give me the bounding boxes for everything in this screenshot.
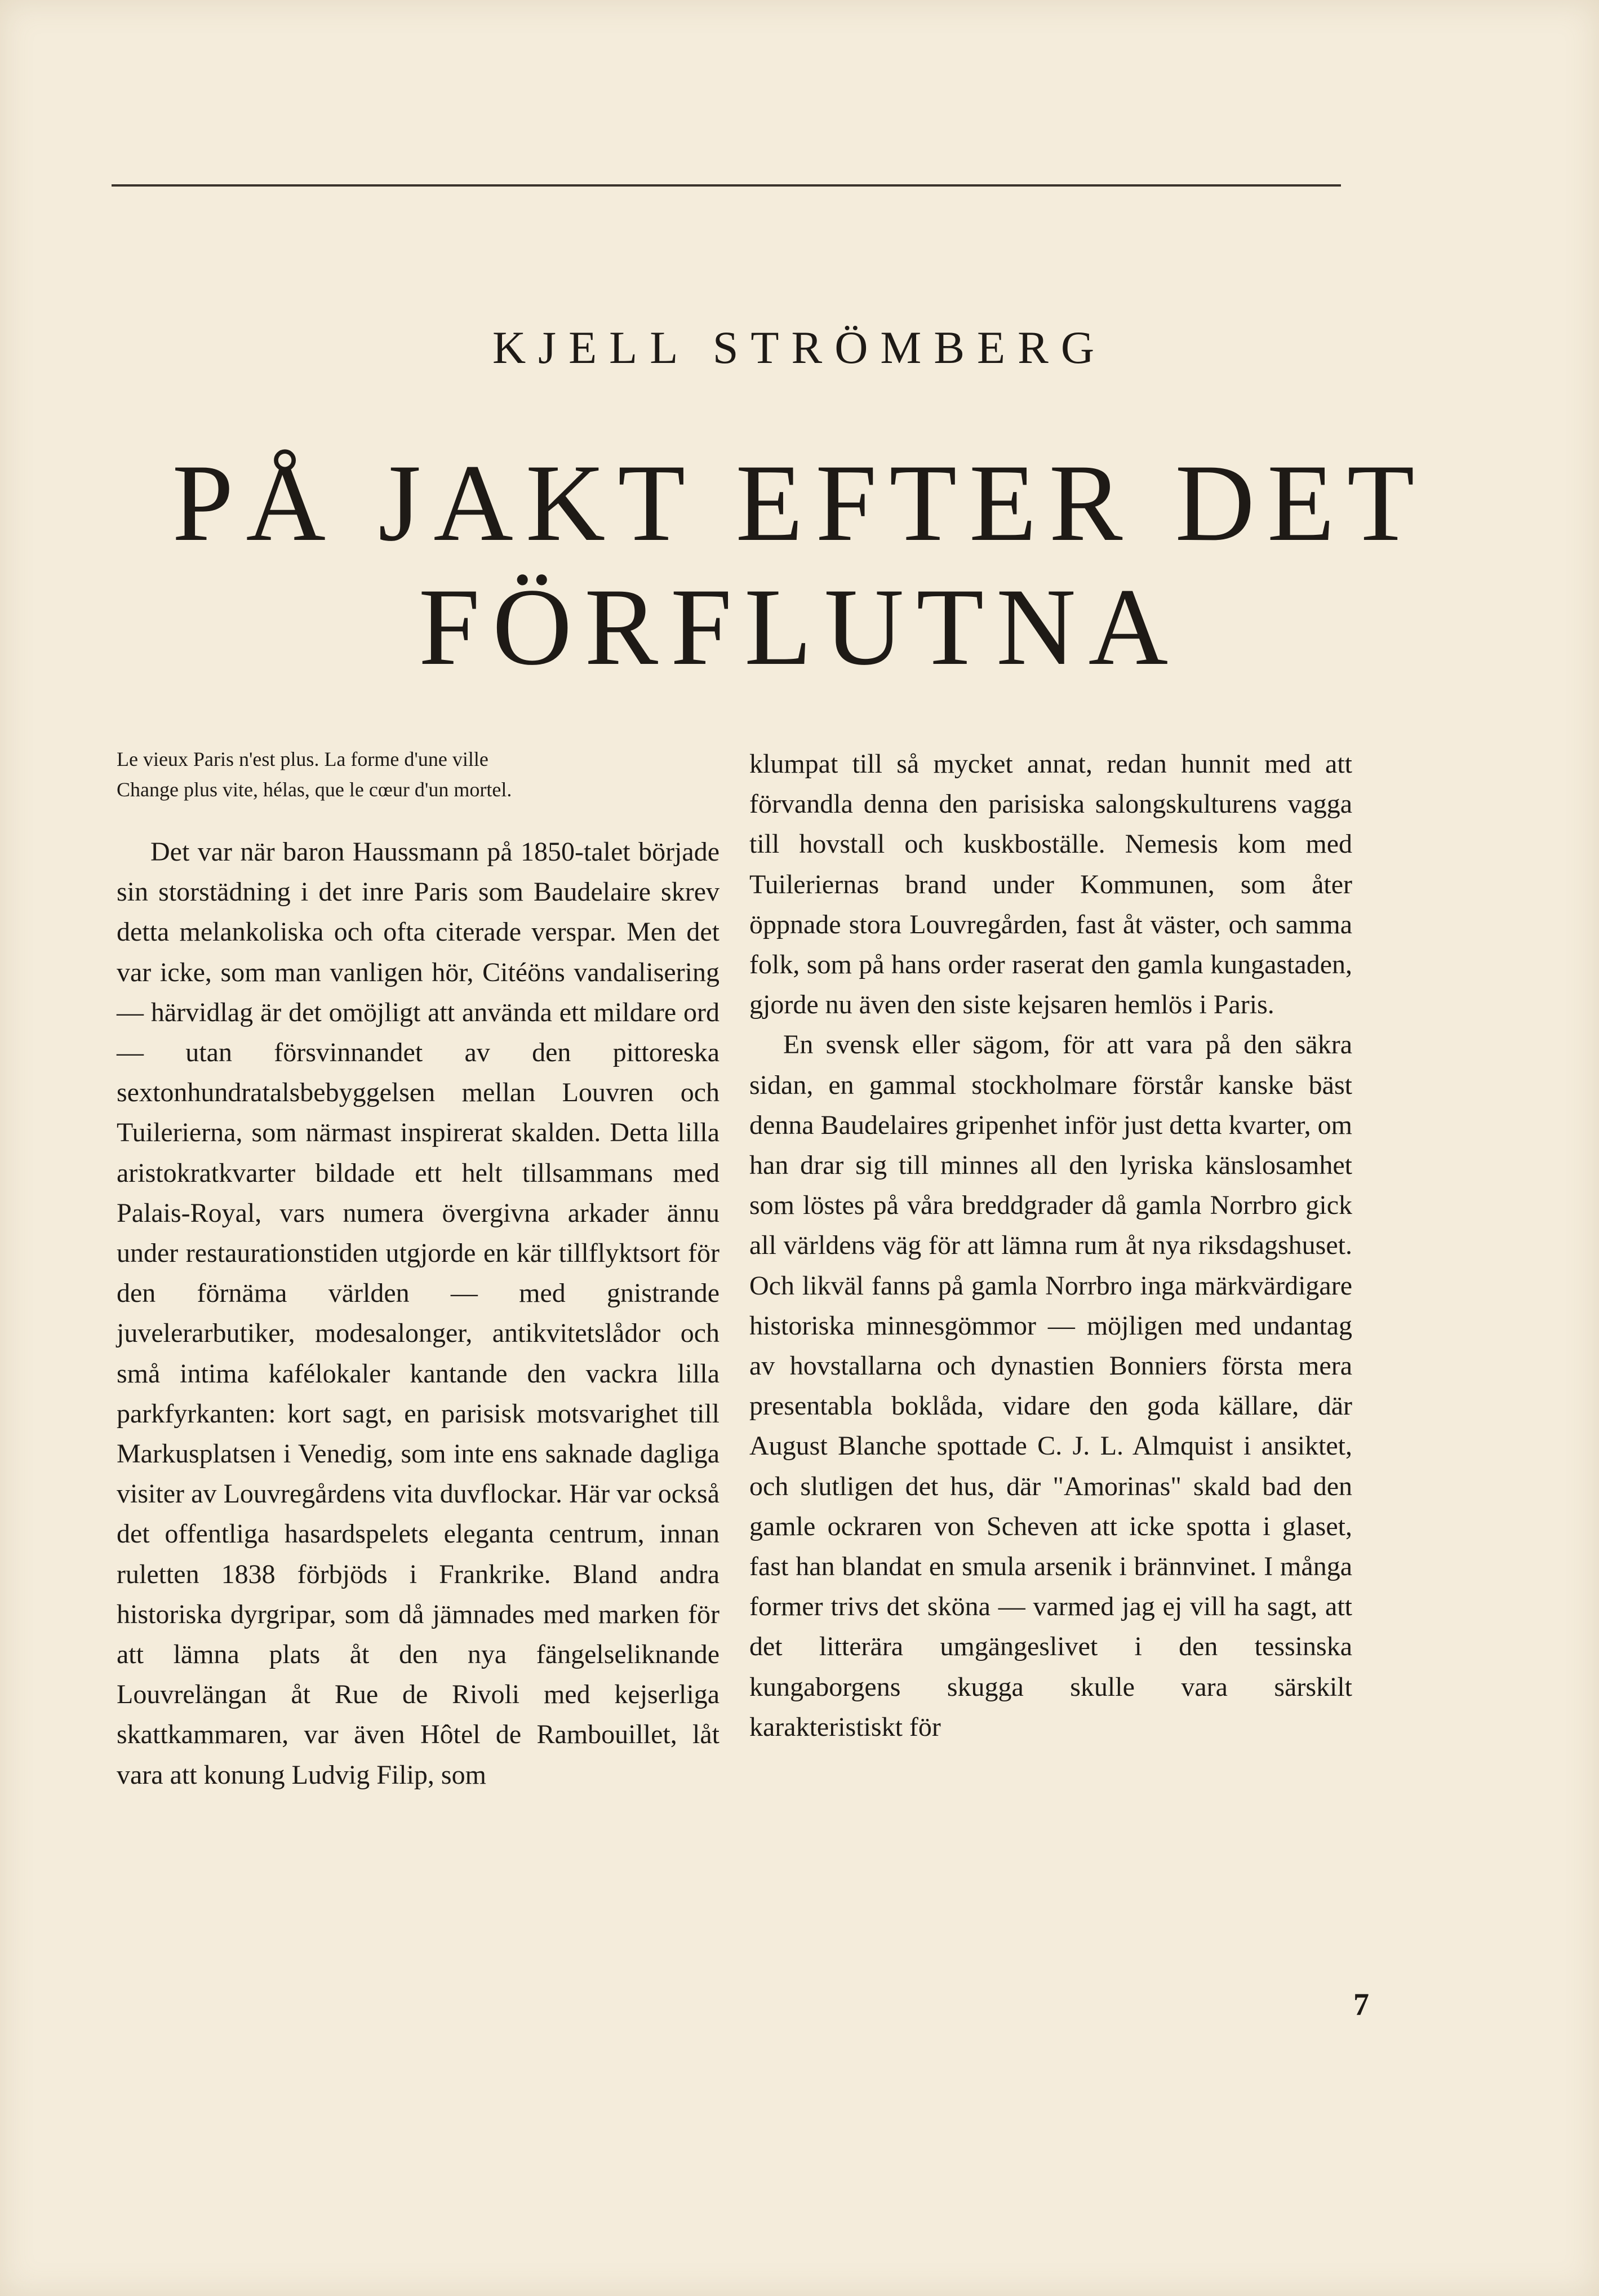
body-paragraph-2: klumpat till så mycket annat, redan hunnit med att förvandla denna den parisiska salongskulturens vagga till hovstall och kuskboställe. Nemesis kom med Tuileriernas brand under Kommunen, som åter öppnade stora Louvregården, fast åt väster, och samma folk, som på hans order raserat den gamla kungastaden, gjorde nu även den siste kejsaren hemlös i Paris.: [749, 749, 1352, 1020]
left-column: [117, 744, 719, 1795]
article-title-line-2: FÖRFLUTNA: [418, 566, 1181, 688]
epigraph-line-1: Le vieux Paris n'est plus. La forme d'une ville: [117, 748, 488, 770]
author-name: KJELL STRÖMBERG: [492, 322, 1107, 373]
epigraph: [117, 744, 719, 805]
article-title-line-1: PÅ JAKT EFTER DET: [172, 442, 1427, 564]
body-paragraph-3: En svensk eller sägom, för att vara på den säkra sidan, en gammal stockholmare förstår kanske bäst denna Baudelaires gripenhet inför just detta kvarter, om han drar sig till minnes all den lyriska känslosamhet som löstes på våra breddgrader då gamla Norrbro gick all världens väg för att lämna rum åt nya riksdagshuset. Och likväl fanns på gamla Norrbro inga märkvärdigare historiska minnesgömmor — möjligen med undantag av hovstallarna och dynastien Bonniers första mera presentabla boklåda, vidare den goda källare, där August Blanche spottade C. J. L. Almquist i ansiktet, och slutligen det hus, där "Amorinas" skald bad den gamle ockraren von Scheven att icke spotta i glaset, fast han blandat en smula arsenik i brännvinet. I många former trivs det sköna — varmed jag ej vill ha sagt, att det litterära umgängeslivet i den tessinska kungaborgens skugga skulle vara särskilt karakteristiskt för: [749, 1030, 1352, 1742]
page-number: 7: [1353, 1987, 1369, 2022]
right-column: [749, 744, 1352, 1747]
header-rule: [112, 184, 1341, 187]
epigraph-line-2: Change plus vite, hélas, que le cœur d'un mortel.: [117, 778, 512, 801]
body-paragraph-1: Det var när baron Haussmann på 1850-talet började sin storstädning i det inre Paris som Baudelaire skrev detta melankoliska och ofta citerade verspar. Men det var icke, som man vanligen hör, Citéöns vandalisering — härvidlag är det omöjligt att använda ett mildare ord — utan försvinnandet av den pittoreska sextonhundratalsbebyggelsen mellan Louvren och Tuilerierna, som närmast inspirerat skalden. Detta lilla aristokratkvarter bildade ett helt tillsammans med Palais-Royal, vars numera övergivna arkader ännu under restaurationstiden utgjorde en kär tillflyktsort för den förnäma världen — med gnistrande juvelerarbutiker, modesalonger, antikvitetslådor och små intima kafélokaler kantande den vackra lilla parkfyrkanten: kort sagt, en parisisk motsvarighet till Markusplatsen i Venedig, som inte ens saknade dagliga visiter av Louvregårdens vita duvflockar. Här var också det offentliga hasardspelets eleganta centrum, innan ruletten 1838 förbjöds i Frankrike. Bland andra historiska dyrgripar, som då jämnades med marken för att lämna plats åt den nya fängelseliknande Louvrelängan åt Rue de Rivoli med kejserliga skattkammaren, var även Hôtel de Rambouillet, låt vara att konung Ludvig Filip, som: [117, 837, 719, 1790]
